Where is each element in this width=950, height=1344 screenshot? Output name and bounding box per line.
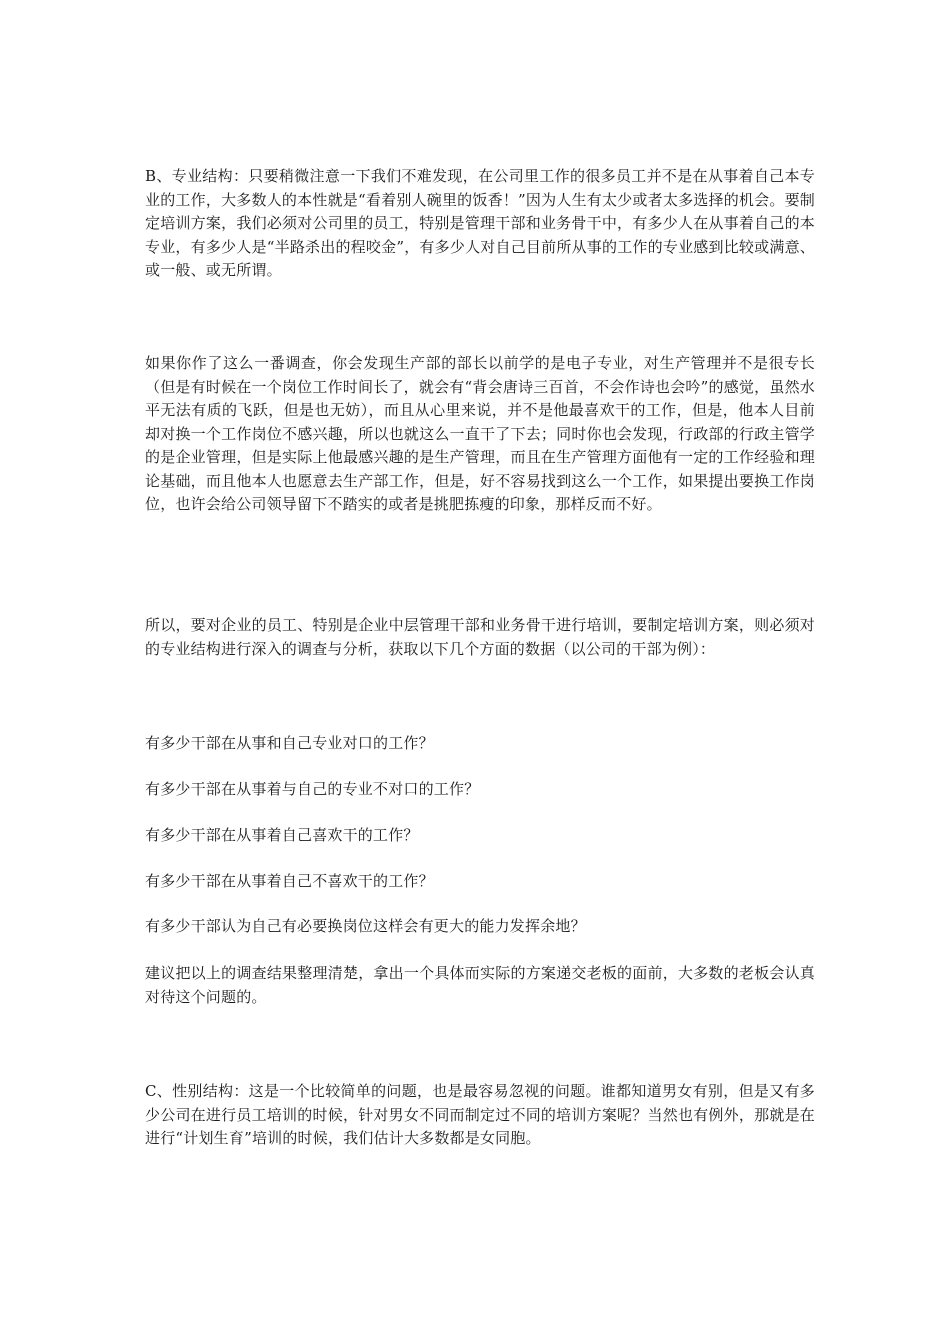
- paragraph-gender-structure: C、性别结构：这是一个比较简单的问题，也是最容易忽视的问题。谁都知道男女有别，但是又有多少公司在进行员工培训的时候，针对男女不同而制定过不同的培训方案呢？当然也有例外，那就是在进行“计划生育”培训的时候，我们估计大多数都是女同胞。: [145, 1082, 815, 1147]
- question-item: 有多少干部在从事和自己专业对口的工作？: [145, 734, 434, 752]
- paragraph-survey-example: 如果你作了这么一番调查，你会发现生产部的部长以前学的是电子专业，对生产管理并不是很专长（但是有时候在一个岗位工作时间长了，就会有“背会唐诗三百首，不会作诗也会吟”的感觉，虽然水平无法有质的飞跃，但是也无妨），而且从心里来说，并不是他最喜欢干的工作，但是，他本人目前却对换一个工作岗位不感兴趣，所以也就这么一直干了下去；同时你也会发现，行政部的行政主管学的是企业管理，但是实际上他最感兴趣的是生产管理，而且在生产管理方面他有一定的工作经验和理论基础，而且他本人也愿意去生产部工作，但是，好不容易找到这么一个工作，如果提出要换工作岗位，也许会给公司领导留下不踏实的或者是挑肥拣瘦的印象，那样反而不好。: [145, 354, 815, 513]
- paragraph-specialty-structure: B、专业结构：只要稍微注意一下我们不难发现，在公司里工作的很多员工并不是在从事着自己本专业的工作，大多数人的本性就是“看着别人碗里的饭香！”因为人生有太少或者太多选择的机会。要制定培训方案，我们必须对公司里的员工，特别是管理干部和业务骨干中，有多少人在从事着自己的本专业，有多少人是“半路杀出的程咬金”，有多少人对自己目前所从事的工作的专业感到比较或满意、或一般、或无所谓。: [145, 167, 815, 279]
- paragraph-therefore: 所以，要对企业的员工、特别是企业中层管理干部和业务骨干进行培训，要制定培训方案，则必须对的专业结构进行深入的调查与分析，获取以下几个方面的数据（以公司的干部为例）：: [145, 616, 815, 658]
- question-item: 有多少干部在从事着自己喜欢干的工作？: [145, 826, 419, 844]
- question-item: 有多少干部在从事着与自己的专业不对口的工作？: [145, 780, 480, 798]
- paragraph-suggestion: 建议把以上的调查结果整理清楚，拿出一个具体而实际的方案递交老板的面前，大多数的老板会认真对待这个问题的。: [145, 964, 815, 1006]
- question-item: 有多少干部认为自己有必要换岗位这样会有更大的能力发挥余地？: [145, 917, 586, 935]
- question-item: 有多少干部在从事着自己不喜欢干的工作？: [145, 872, 434, 890]
